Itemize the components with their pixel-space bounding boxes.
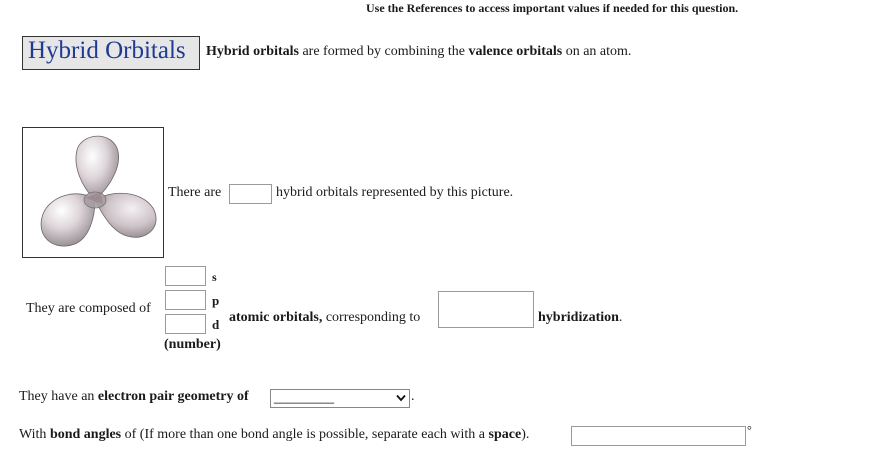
intro-bold-valence: valence orbitals [468,44,563,59]
bond-angles-label: bond angles [49,427,122,442]
p-label: p [212,293,220,308]
hybridization-input[interactable] [438,291,534,328]
q2-suffix [538,310,622,326]
p-orbital-count-input[interactable] [165,290,206,310]
q2-period: . [618,310,623,325]
space-label: space [488,427,522,442]
hybrid-orbitals-illustration [23,128,163,257]
q3-plain: They have an [19,389,98,404]
q1-prefix: There are [168,185,222,200]
bond-angles-input[interactable] [571,426,746,446]
q3-period: . [411,389,415,404]
electron-pair-geometry-select[interactable] [270,389,410,408]
hybridization-label: hybridization [538,310,619,325]
intro-bold-hybrid: Hybrid orbitals [206,44,299,59]
section-title-box [22,36,200,70]
corresponding-to-label: corresponding to [322,310,421,325]
intro-plain-2: on an atom. [562,44,632,59]
orbital-picture-frame [22,127,164,258]
number-label: (number) [164,337,221,352]
q4-middle: of (If more than one bond angle is possible, separate each with a [121,427,489,442]
s-label: s [212,270,217,284]
q4-text [19,427,529,443]
q2-middle-text [229,310,420,326]
q3-prefix [19,389,249,405]
d-orbital-count-input[interactable] [165,314,206,334]
d-label: d [212,317,220,332]
q2-prefix: They are composed of [26,301,151,316]
section-title: Hybrid Orbitals [28,37,186,64]
q4-end: ). [521,427,530,442]
q1-suffix: hybrid orbitals represented by this picture. [276,185,514,200]
chevron-down-icon [396,394,406,402]
orbital-lobe-top [76,136,119,200]
geometry-selected-value: _________ [274,390,335,404]
q4-prefix: With [19,427,50,442]
intro-text [206,44,631,60]
atomic-orbitals-label: atomic orbitals, [229,310,323,325]
s-orbital-count-input[interactable] [165,266,206,286]
degree-symbol: ° [747,423,752,437]
hybrid-orbital-count-input[interactable] [229,184,272,204]
references-note: Use the References to access important values if needed for this question. [366,1,739,15]
q3-bold: electron pair geometry of [97,389,249,404]
intro-plain-1: are formed by combining the [298,44,469,59]
